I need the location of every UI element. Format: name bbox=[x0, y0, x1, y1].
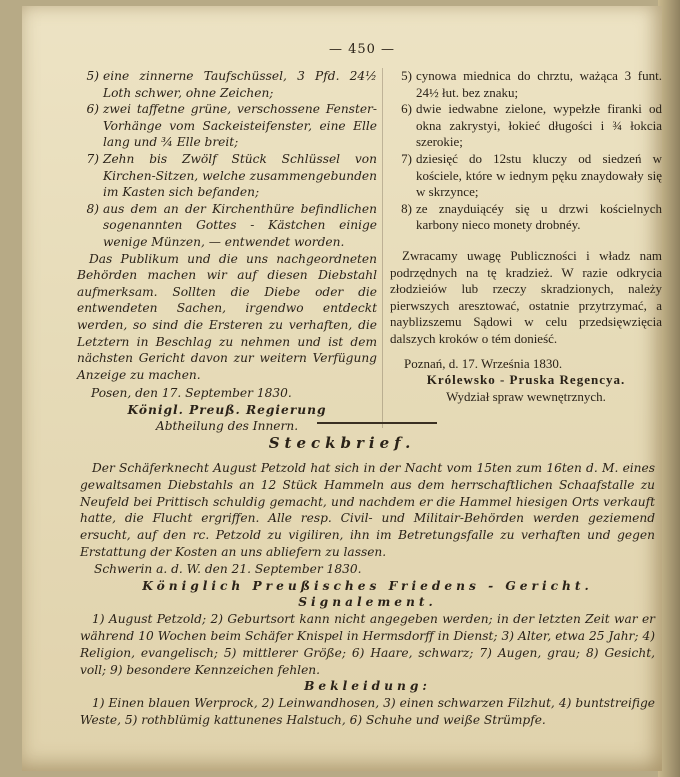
german-column bbox=[77, 68, 377, 435]
polish-item bbox=[390, 68, 662, 101]
steckbrief-body: Der Schäferknecht August Petzold hat sich in der Nacht vom 15ten zum 16ten d. M. eines gewaltsamen Diebstahls an 12 Stück Hammeln aus dem herrschaftlichen Schaafstalle zu Neufeld bei Prittisch schuldig gemacht, und nachdem er die Hammel hiesigen Orts verkauft hatte, die Flucht ergriffen. Alle resp. Civil- und Militair-Behörden werden geziemend ersucht, auf den rc. Petzold zu vigiliren, ihn im Betretungsfalle zu verhaften und gegen Erstattung der Kosten an uns abliefern zu lassen. bbox=[80, 461, 655, 559]
steckbrief-title: Steckbrief. bbox=[268, 434, 416, 452]
item-number: 7) bbox=[86, 151, 99, 166]
german-item bbox=[77, 151, 377, 201]
german-signature: Königl. Preuß. Regierung bbox=[127, 402, 327, 417]
item-text: Zehn bis Zwölf Stück Schlüssel von Kirchen-Sitzen, welche zusammengebunden im Kasten sich befanden; bbox=[103, 151, 377, 200]
signalement-title: Signalement. bbox=[298, 595, 437, 610]
german-place-date: Posen, den 17. September 1830. bbox=[91, 386, 292, 401]
german-item bbox=[77, 101, 377, 151]
item-number: 5) bbox=[86, 69, 99, 83]
page-number: — 450 — bbox=[328, 42, 396, 57]
polish-department: Wydział spraw wewnętrznych. bbox=[446, 388, 606, 404]
german-item bbox=[77, 68, 377, 101]
item-text: zwei taffetne grüne, verschossene Fenster-Vorhänge vom Sackeisteifenster, eine Elle lang und ¾ Elle breit; bbox=[103, 102, 377, 150]
item-number: 8) bbox=[86, 201, 99, 216]
item-text: cynowa miednica do chrztu, ważąca 3 funt. 24½ łut. bez znaku; bbox=[416, 68, 662, 100]
steckbrief-place-date: Schwerin a. d. W. den 21. September 1830. bbox=[94, 561, 362, 576]
item-number: 6) bbox=[86, 102, 99, 117]
bekleidung-title: Bekleidung: bbox=[304, 679, 431, 694]
section-divider bbox=[317, 422, 437, 424]
document-page bbox=[22, 6, 662, 771]
german-notice: Das Publikum und die uns nachgeordneten Behörden machen wir auf diesen Diebstahl aufmerksam. Sollten die Diebe oder die entwendeten Sachen, irgendwo entdeckt werden, so sind die Ersteren zu verhaften, die Letztern in Beschlag zu nehmen und ist dem nächsten Gericht davon zur weitern Verfügung Anzeige zu machen. bbox=[77, 251, 377, 382]
polish-item bbox=[390, 101, 662, 151]
court-name: Königlich Preußisches Friedens - Gericht. bbox=[142, 578, 593, 593]
polish-item bbox=[390, 151, 662, 201]
signalement-text: 1) August Petzold; 2) Geburtsort kann nicht angegeben werden; in der letzten Zeit war er während 10 Wochen beim Schäfer Knispel in Hermsdorff in Dienst; 3) Alter, etwa 25 Jahr; 4) Religion, evangelisch; 5) mittlerer Größe; 6) Haare, schwarz; 7) Augen, grau; 8) Gesicht, voll; 9) besondere Kennzeichen fehlen. bbox=[80, 612, 655, 677]
column-divider bbox=[382, 68, 383, 428]
german-department: Abtheilung des Innern. bbox=[155, 419, 299, 434]
polish-place-date: Poznań, d. 17. Września 1830. bbox=[404, 355, 563, 371]
polish-signature: Królewsko - Pruska Regencya. bbox=[426, 372, 626, 388]
german-item bbox=[77, 201, 377, 251]
steckbrief-section bbox=[80, 460, 655, 729]
item-text: dwie iedwabne zielone, wypełzłe firanki od okna zakrystyi, łokieć długości i ¾ łokcia szerokie; bbox=[416, 101, 662, 150]
polish-notice: Zwracamy uwagę Publiczności i władz nam podrzędnych na tę kradzież. W razie odkrycia złodzieiów lub rzeczy skradzionych, należy pierwszych aresztować, ostatnie przytrzymać, a nayblizszemu Sądowi w celu przedsięwzięcia dalszych kroków o tém donieść. bbox=[390, 247, 662, 346]
bekleidung-text: 1) Einen blauen Werprock, 2) Leinwandhosen, 3) einen schwarzen Filzhut, 4) buntstreifige Weste, 5) rothblümig kattunenes Halstuch, 6) Schuhe und weiße Strümpfe. bbox=[80, 696, 655, 727]
item-text: ze znayduiącéy się u drzwi kościelnych karbony nieco monety drobnéy. bbox=[416, 200, 662, 233]
item-number: 6) bbox=[401, 101, 412, 117]
item-text: eine zinnerne Taufschüssel, 3 Pfd. 24½ Loth schwer, ohne Zeichen; bbox=[103, 69, 377, 100]
item-number: 8) bbox=[401, 200, 412, 216]
polish-item bbox=[390, 201, 662, 234]
item-number: 7) bbox=[401, 150, 412, 166]
item-text: aus dem an der Kirchenthüre befindlichen sogenannten Gottes - Kästchen einige wenige Münzen, — entwendet worden. bbox=[103, 201, 377, 249]
item-text: dziesięć do 12stu kluczy od siedzeń w kościele, które w iednym pęku znaydowały się w skrzynce; bbox=[416, 150, 662, 200]
item-number: 5) bbox=[401, 68, 412, 83]
polish-column bbox=[390, 68, 662, 405]
